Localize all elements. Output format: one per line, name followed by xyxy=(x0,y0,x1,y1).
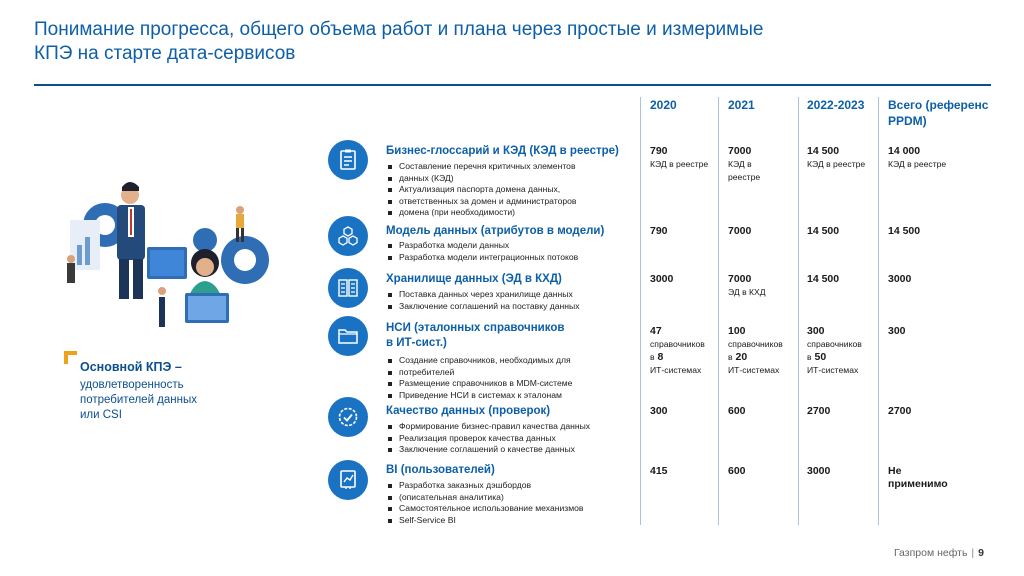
cell-2021 xyxy=(728,273,766,299)
cell-2022-2023 xyxy=(807,225,839,238)
list-item: (описательная аналитика) xyxy=(386,492,584,504)
kpi-corner-marker xyxy=(64,351,77,364)
column-divider xyxy=(798,97,799,525)
kpi-line: или CSI xyxy=(80,409,122,421)
list-item: Реализация проверок качества данных xyxy=(386,433,590,445)
row-title xyxy=(386,321,564,351)
cell-unit: в xyxy=(728,352,733,362)
page-title xyxy=(34,18,934,66)
list-item: Самостоятельное использование механизмов xyxy=(386,503,584,515)
list-item: потребителей xyxy=(386,367,572,379)
cell-unit: КЭД в xyxy=(728,159,752,169)
list-item: данных (КЭД) xyxy=(386,173,576,185)
database-icon xyxy=(328,268,368,308)
cell-2022-2023 xyxy=(807,405,830,418)
list-item: Разработка модели интеграционных потоков xyxy=(386,252,578,264)
row-title-line1: НСИ (эталонных справочников xyxy=(386,322,565,334)
cell-value: 14 500 xyxy=(888,225,921,237)
list-item: Составление перечня критичных элементов xyxy=(386,161,576,173)
cell-total xyxy=(888,405,911,418)
footer-separator: | xyxy=(971,547,975,559)
column-header-total xyxy=(888,97,988,129)
cell-2022-2023 xyxy=(807,465,830,478)
cell-unit: в xyxy=(650,352,655,362)
footer xyxy=(894,547,984,559)
cell-unit: ИТ-системах xyxy=(728,365,780,375)
list-item: ответственных за домен и администраторов xyxy=(386,196,576,208)
cubes-icon xyxy=(328,216,368,256)
cell-value: 300 xyxy=(650,405,668,417)
column-divider xyxy=(878,97,879,525)
cell-value: 8 xyxy=(657,351,664,363)
checklist-icon xyxy=(328,140,368,180)
column-header-2020: 2020 xyxy=(650,98,677,112)
badge-check-icon xyxy=(328,397,368,437)
cell-unit: КЭД в реестре xyxy=(807,159,866,169)
cell-value: 600 xyxy=(728,465,746,477)
footer-company: Газпром нефть xyxy=(893,547,968,559)
list-item: Заключение соглашений на поставку данных xyxy=(386,301,580,313)
cell-2020 xyxy=(650,405,668,418)
cell-2020 xyxy=(650,273,673,286)
row-bullets xyxy=(386,355,572,401)
cell-value: 2700 xyxy=(888,405,912,417)
cell-2021 xyxy=(728,325,783,377)
cell-value: Не xyxy=(888,465,902,477)
row-bullets xyxy=(386,421,590,456)
cell-value: 20 xyxy=(735,351,748,363)
cell-total xyxy=(888,145,946,171)
page-title-line1: Понимание прогресса, общего объема работ и плана через простые и измеримые xyxy=(34,19,764,40)
cell-total xyxy=(888,465,948,491)
cell-unit: КЭД в реестре xyxy=(888,159,947,169)
row-title: Качество данных (проверок) xyxy=(386,405,551,417)
folder-icon xyxy=(328,316,368,356)
cell-2021 xyxy=(728,465,746,478)
column-divider xyxy=(640,97,641,525)
cell-value: 415 xyxy=(650,465,668,477)
row-bullets xyxy=(386,289,580,312)
cell-unit: справочников xyxy=(807,339,862,349)
cell-value: 300 xyxy=(807,325,825,337)
row-title: Модель данных (атрибутов в модели) xyxy=(386,225,605,237)
cell-unit: реестре xyxy=(728,172,761,182)
row-bullets xyxy=(386,480,584,526)
row-title: Бизнес-глоссарий и КЭД (КЭД в реестре) xyxy=(386,145,619,157)
cell-total xyxy=(888,225,920,238)
cell-2021 xyxy=(728,225,751,238)
cell-unit: КЭД в реестре xyxy=(650,159,709,169)
cell-value: применимо xyxy=(888,478,948,490)
cell-2022-2023 xyxy=(807,325,862,377)
list-item: Self-Service BI xyxy=(386,515,584,527)
row-title-line2: в ИТ-сист.) xyxy=(386,337,447,349)
page-number: 9 xyxy=(978,547,984,559)
cell-value: 47 xyxy=(650,325,662,337)
list-item: Размещение справочников в MDM-системе xyxy=(386,378,572,390)
cell-total xyxy=(888,325,906,338)
cell-value: 7000 xyxy=(728,225,752,237)
row-bullets xyxy=(386,161,576,219)
cell-unit: ЭД в КХД xyxy=(728,287,766,297)
list-item: Формирование бизнес-правил качества данных xyxy=(386,421,590,433)
column-header-2022-2023: 2022-2023 xyxy=(807,98,865,112)
cell-value: 3000 xyxy=(807,465,831,477)
cell-2022-2023 xyxy=(807,145,865,171)
team-illustration xyxy=(55,175,275,335)
list-item: Поставка данных через хранилище данных xyxy=(386,289,580,301)
cell-unit: справочников xyxy=(650,339,705,349)
column-header-2021: 2021 xyxy=(728,98,755,112)
kpi-description xyxy=(80,378,220,423)
dashboard-icon xyxy=(328,460,368,500)
cell-value: 7000 xyxy=(728,145,752,157)
cell-2020 xyxy=(650,325,705,377)
cell-value: 14 500 xyxy=(807,145,840,157)
cell-unit: ИТ-системах xyxy=(650,365,702,375)
column-header-total-line1: Всего (референс xyxy=(888,98,989,112)
cell-2021 xyxy=(728,405,746,418)
cell-unit: в xyxy=(807,352,812,362)
column-divider xyxy=(718,97,719,525)
cell-2020 xyxy=(650,465,668,478)
cell-value: 14 000 xyxy=(888,145,921,157)
page-title-line2: КПЭ на старте дата-сервисов xyxy=(34,43,296,64)
cell-value: 14 500 xyxy=(807,273,840,285)
row-bullets xyxy=(386,240,578,263)
list-item: домена (при необходимости) xyxy=(386,207,576,219)
kpi-line: потребителей данных xyxy=(80,394,198,406)
column-header-total-line2: PPDM) xyxy=(888,114,927,128)
cell-2022-2023 xyxy=(807,273,839,286)
cell-value: 3000 xyxy=(650,273,674,285)
list-item: Разработка заказных дэшбордов xyxy=(386,480,584,492)
list-item: Заключение соглашений о качестве данных xyxy=(386,444,590,456)
cell-value: 100 xyxy=(728,325,746,337)
kpi-line: удовлетворенность xyxy=(80,379,184,391)
cell-value: 50 xyxy=(814,351,827,363)
title-divider xyxy=(34,84,991,86)
list-item: Разработка модели данных xyxy=(386,240,578,252)
cell-value: 790 xyxy=(650,225,668,237)
list-item: Актуализация паспорта домена данных, xyxy=(386,184,576,196)
cell-unit: ИТ-системах xyxy=(807,365,859,375)
kpi-title: Основной КПЭ – xyxy=(80,360,182,374)
cell-2020 xyxy=(650,225,668,238)
list-item: Приведение НСИ в системах к эталонам xyxy=(386,390,572,402)
cell-value: 600 xyxy=(728,405,746,417)
cell-value: 14 500 xyxy=(807,225,840,237)
cell-unit: справочников xyxy=(728,339,783,349)
cell-value: 790 xyxy=(650,145,668,157)
cell-value: 300 xyxy=(888,325,906,337)
cell-value: 2700 xyxy=(807,405,831,417)
cell-value: 3000 xyxy=(888,273,912,285)
row-title: BI (пользователей) xyxy=(386,464,495,476)
list-item: Создание справочников, необходимых для xyxy=(386,355,572,367)
row-title: Хранилище данных (ЭД в КХД) xyxy=(386,273,562,285)
cell-2021 xyxy=(728,145,760,184)
cell-value: 7000 xyxy=(728,273,752,285)
cell-total xyxy=(888,273,911,286)
cell-2020 xyxy=(650,145,708,171)
